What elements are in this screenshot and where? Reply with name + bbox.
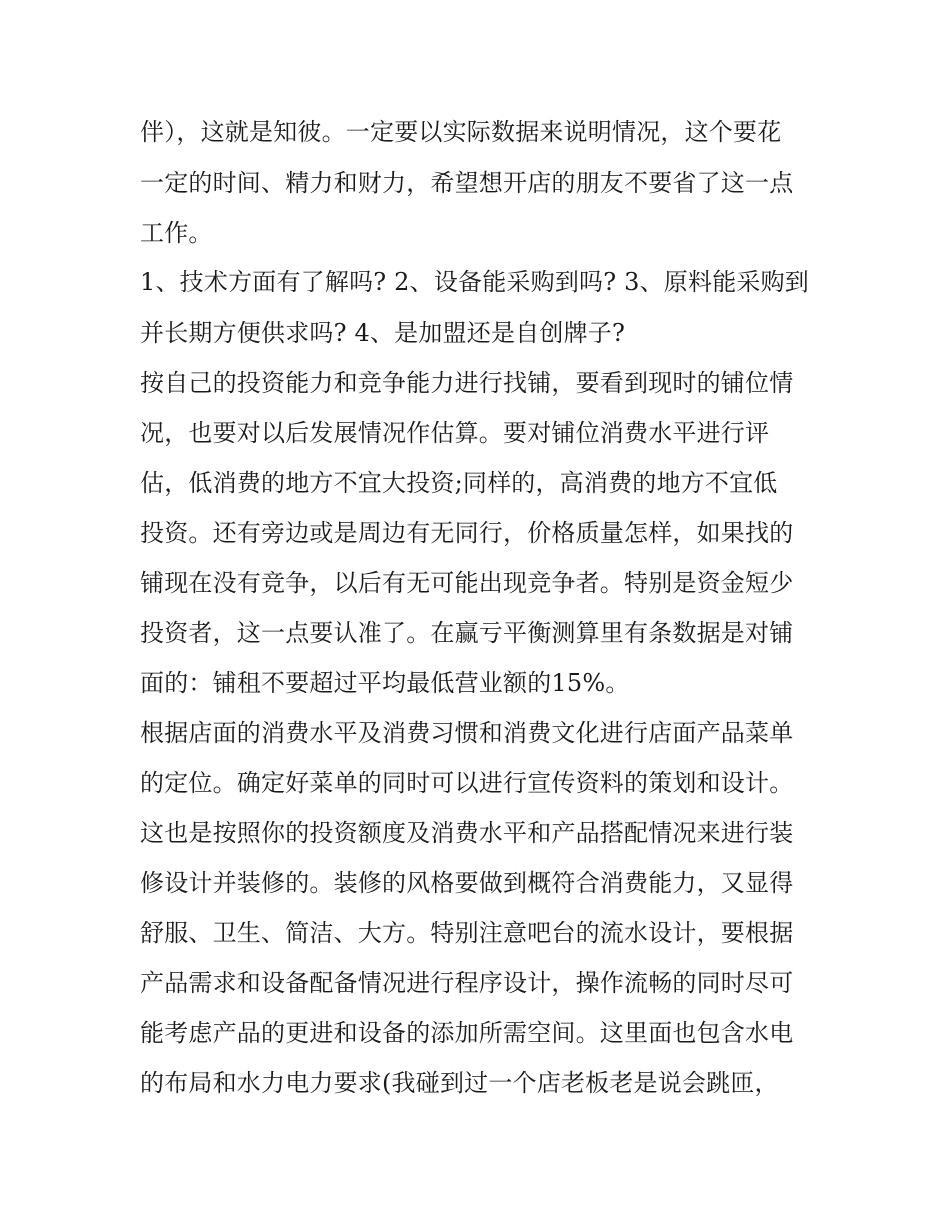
text-line: 面的：铺租不要超过平均最低营业额的15%。 (140, 669, 630, 697)
text-line: 1、技术方面有了解吗? 2、设备能采购到吗? 3、原料能采购到 (140, 268, 809, 296)
text-line: 这也是按照你的投资额度及消费水平和产品搭配情况来进行装 (140, 819, 794, 847)
text-line: 按自己的投资能力和竞争能力进行找铺，要看到现时的铺位情 (140, 369, 794, 397)
text-line: 况，也要对以后发展情况作估算。要对铺位消费水平进行评 (140, 419, 770, 447)
text-line: 根据店面的消费水平及消费习惯和消费文化进行店面产品菜单 (140, 719, 794, 747)
text-line: 舒服、卫生、简洁、大方。特别注意吧台的流水设计，要根据 (140, 919, 794, 947)
text-line: 投资。还有旁边或是周边有无同行，价格质量怎样，如果找的 (140, 519, 794, 547)
text-line: 并长期方便供求吗? 4、是加盟还是自创牌子? (140, 319, 626, 347)
text-line: 铺现在没有竞争，以后有无可能出现竞争者。特别是资金短少 (140, 569, 794, 597)
text-line: 修设计并装修的。装修的风格要做到概符合消费能力，又显得 (140, 869, 794, 897)
text-line: 伴），这就是知彼。一定要以实际数据来说明情况，这个要花 (140, 118, 782, 146)
text-line: 工作。 (140, 219, 213, 247)
text-line: 能考虑产品的更进和设备的添加所需空间。这里面也包含水电 (140, 1019, 794, 1047)
text-line: 一定的时间、精力和财力，希望想开店的朋友不要省了这一点 (140, 169, 794, 197)
text-line: 产品需求和设备配备情况进行程序设计，操作流畅的同时尽可 (140, 969, 794, 997)
text-line: 的布局和水力电力要求(我碰到过一个店老板老是说会跳匝， (140, 1069, 779, 1097)
text-line: 的定位。确定好菜单的同时可以进行宣传资料的策划和设计。 (140, 769, 794, 797)
text-line: 估，低消费的地方不宜大投资;同样的，高消费的地方不宜低 (140, 469, 778, 497)
text-line: 投资者，这一点要认准了。在赢亏平衡测算里有条数据是对铺 (140, 619, 794, 647)
